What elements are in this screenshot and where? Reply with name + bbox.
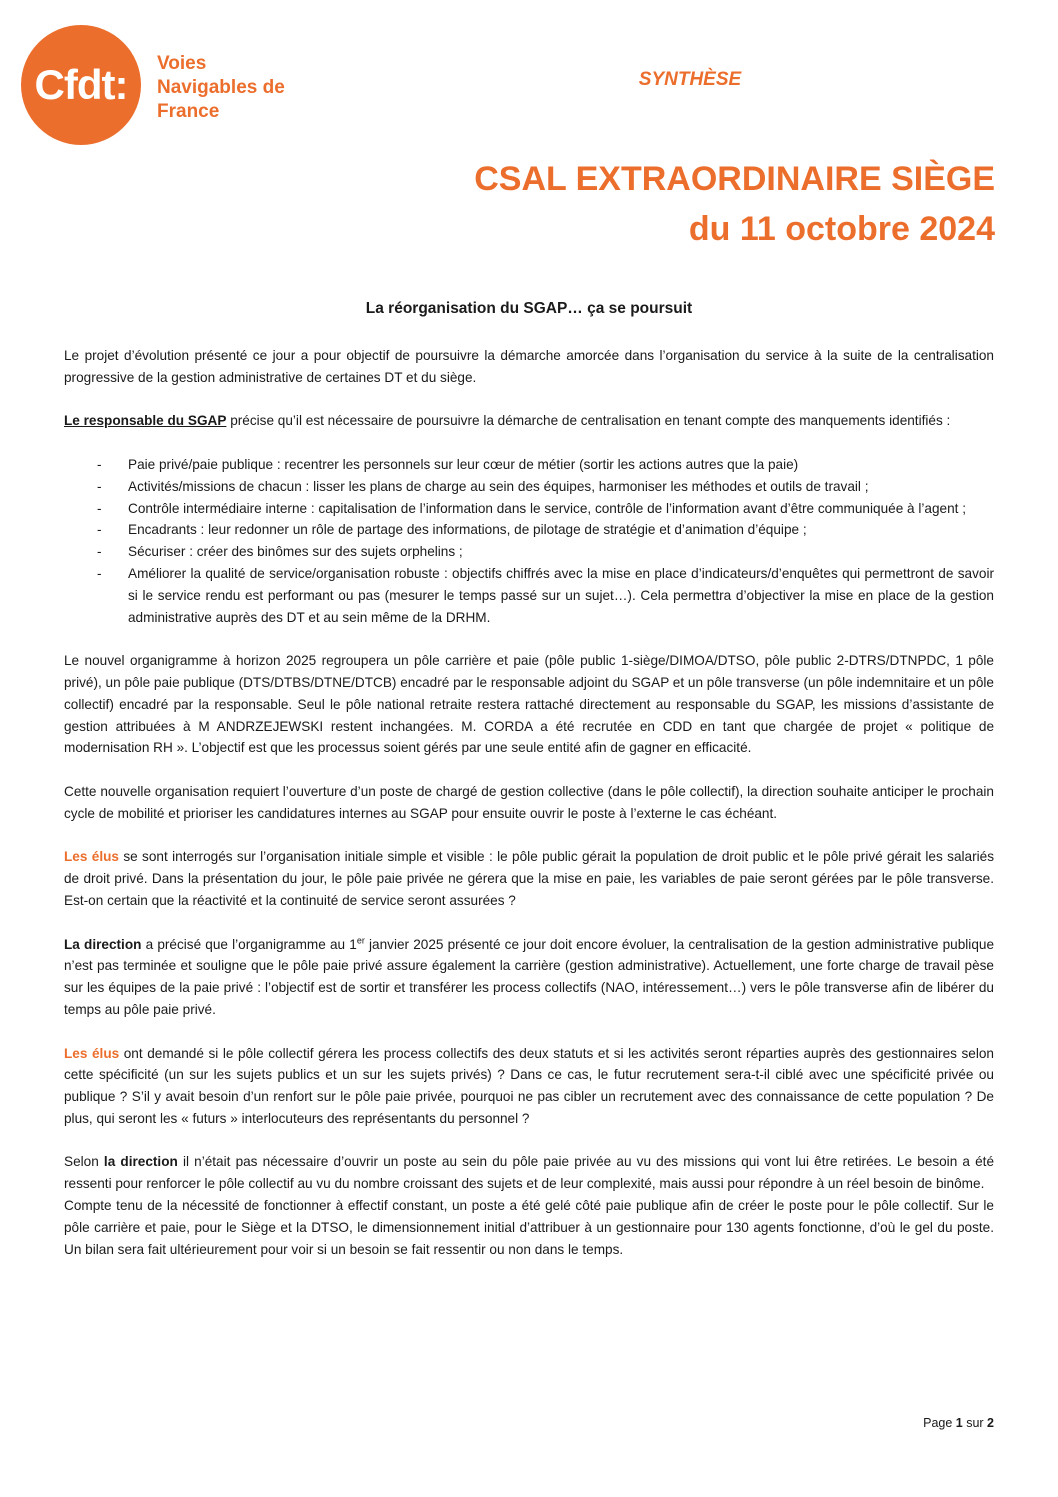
paragraph-elus-2: Les élus ont demandé si le pôle collectif gérera les process collectifs des deux statuts et si les activités seront réparties auprès des gestionnaires selon cette spécificité (un sur les sujets publics et un sur les sujets privés) ? Dans ce cas, le futur recrutement sera-t-il ciblé avec une spécificité privée ou publique ? S’il y avait besoin d’un renfort sur le pôle paie privée, pourquoi ne pas cibler un recrutement avec des connaissance de cette population ? De plus, qui seront les « futurs » interlocuteurs des représentants du personnel ?: [64, 1045, 994, 1126]
document-title: [474, 154, 995, 254]
paragraph-direction-1: La direction a précisé que l’organigramme au 1er janvier 2025 présenté ce jour doit encore évoluer, la centralisation de la gestion administrative publique n’est pas terminée et souligne que le pôle paie privé assure également la carrière (gestion administrative). Actuellement, une forte charge de travail pèse sur les équipes de la paie privé : l’objectif est de sortir et transférer les process collectifs (NAO, intéressement…) vers le pôle transverse afin de libérer du temps au pôle paie privé.: [64, 934, 995, 1017]
section-title: La réorganisation du SGAP… ça se poursuit: [365, 300, 693, 317]
logo-line: France: [157, 101, 220, 122]
paragraph-intro: Le projet d’évolution présenté ce jour a pour objectif de poursuivre la démarche amorcée dans l’organisation du service à la suite de la centralisation progressive de la gestion administrative de certaines DT et du siège.: [64, 348, 994, 385]
direction-label: la direction: [103, 1154, 178, 1170]
paragraph-selon-direction: Selon la direction il n’était pas nécessaire d’ouvrir un poste au sein du pôle paie privée au vu des missions qui vont lui être retirées. Le besoin a été ressenti pour renforcer le pôle collectif au vu du nombre croissant des sujets et de leur complexité, mais aussi pour répondre à un réel besoin de binôme.: [64, 1154, 995, 1192]
list-item: - Encadrants : leur redonner un rôle de partage des informations, de pilotage de stratégie et d’animation d’équipe ;: [97, 522, 807, 538]
responsable-label: Le responsable du SGAP: [64, 413, 227, 429]
logo-line: Voies: [157, 53, 207, 74]
list-item: - Sécuriser : créer des binômes sur des sujets orphelins ;: [97, 544, 463, 560]
logo-text: [157, 52, 285, 124]
logo-mark: Cfdt:: [34, 61, 128, 108]
manquements-list: [64, 454, 994, 628]
paragraph-elus-1: Les élus se sont interrogés sur l’organisation initiale simple et visible : le pôle public gérait la population de droit public et le pôle privé gérait les salariés de droit privé. Dans la présentation du jour, le pôle paie privée ne gérera que la mise en paie, les variables de paie seront gérées par le pôle transverse. Est-on certain que la réactivité et la continuité de service seront assurées ?: [64, 849, 994, 908]
paragraph-compte-tenu: Compte tenu de la nécessité de fonctionner à effectif constant, un poste a été gelé côté paie publique afin de créer le poste pour le pôle collectif. Sur le pôle carrière et paie, pour le Siège et la DTSO, le dimensionnement initial d’attribuer à un gestionnaire pour 130 agents fonctionne, d’où le gel du poste. Un bilan sera fait ultérieurement pour voir si un besoin se fait ressentir ou non dans le temps.: [64, 1198, 994, 1257]
list-item: - Améliorer la qualité de service/organisation robuste : objectifs chiffrés avec la mise en place d’indicateurs/d’enquêtes qui permettront de savoir si le service rendu est performant ou pas (mesurer le temps passé sur un sujet…). Cela permettra d’objectiver la mise en place de la gestion administrative auprès des DT et au sein même de la DRHM.: [97, 565, 994, 625]
list-item: - Paie privé/paie publique : recentrer les personnels sur leur cœur de métier (sortir les actions autres que la paie): [97, 456, 799, 472]
elus-label: Les élus: [64, 849, 119, 865]
paragraph-nouvelle-organisation: Cette nouvelle organisation requiert l’ouverture d’un poste de chargé de gestion collective (dans le pôle collectif), la direction souhaite anticiper le prochain cycle de mobilité et prioriser les candidatures internes au SGAP pour ensuite ouvrir le poste à l’externe le cas échéant.: [64, 783, 994, 821]
page-number: Page 1 sur 2: [923, 1416, 994, 1430]
list-item: - Contrôle intermédiaire interne : capitalisation de l’information dans le service, contrôle de l’information avant d’être communiquée à l’agent ;: [97, 500, 966, 516]
document-body: [64, 345, 994, 1260]
paragraph-responsable: [64, 410, 994, 432]
elus-label: Les élus: [64, 1045, 120, 1061]
logo-line: Navigables de: [157, 77, 285, 98]
title-line-2: du 11 octobre 2024: [688, 210, 995, 248]
title-line-1: CSAL EXTRAORDINAIRE SIÈGE: [474, 160, 995, 198]
paragraph-organigramme: Le nouvel organigramme à horizon 2025 regroupera un pôle carrière et paie (pôle public 1-siège/DIMOA/DTSO, pôle public 2-DTRS/DTNPDC, 1 pôle privé), un pôle paie publique (DTS/DTBS/DTNE/DTCB) encadré par le responsable adjoint du SGAP et un pôle transverse (un pôle indemnitaire et un pôle collectif) encadré par la responsable. Seul le pôle national retraite restera rattaché directement au responsable du SGAP, les missions d’assistante de gestion attribuées à M ANDRZEJEWSKI restent inchangées. M. CORDA a été recrutée en CDD en tant que chargée de projet « politique de modernisation RH ». L’objectif est que les processus soient gérés par une seule entité afin de gagner en efficacité.: [64, 653, 994, 756]
cfdt-logo-icon: [21, 25, 141, 145]
direction-label: La direction: [64, 936, 142, 952]
list-item: - Activités/missions de chacun : lisser les plans de charge au sein des équipes, harmoniser les méthodes et outils de travail ;: [97, 478, 869, 494]
responsable-text: précise qu’il est nécessaire de poursuivre la démarche de centralisation en tenant compte des manquements identifiés :: [226, 413, 951, 429]
synthese-label: SYNTHÈSE: [638, 69, 742, 90]
